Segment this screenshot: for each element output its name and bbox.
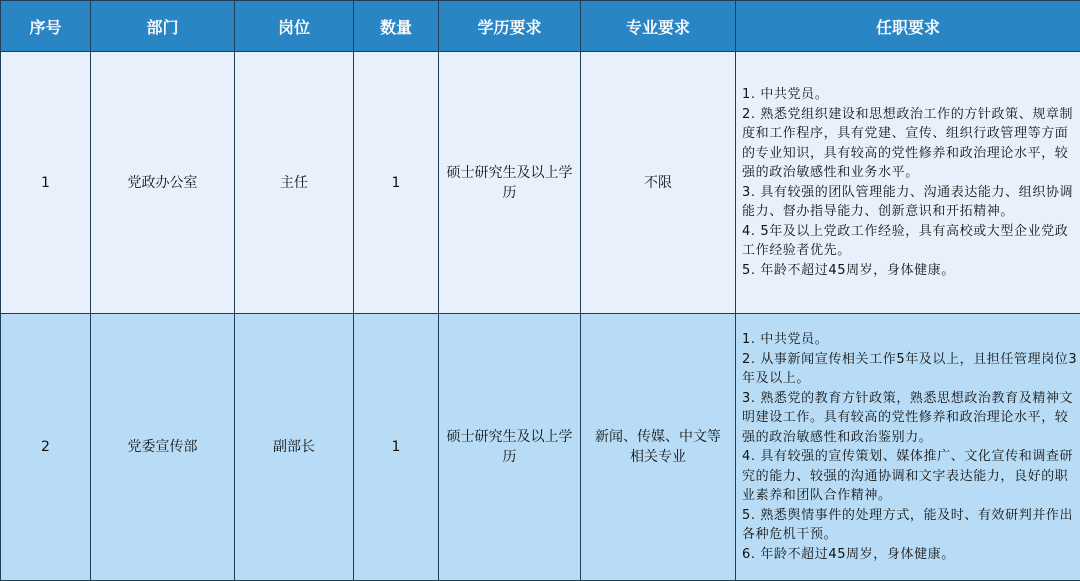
requirement-item: 4. 具有较强的宣传策划、媒体推广、文化宣传和调查研究的能力、较强的沟通协调和文字表达能力，良好的职业素养和团队合作精神。 bbox=[742, 447, 1078, 506]
requirement-item: 2. 熟悉党组织建设和思想政治工作的方针政策、规章制度和工作程序，具有党建、宣传、组织行政管理等方面的专业知识，具有较高的党性修养和政治理论水平，较强的政治敏感性和业务水平。 bbox=[742, 105, 1078, 183]
cell-no: 2 bbox=[1, 314, 91, 581]
requirement-item: 5. 年龄不超过45周岁，身体健康。 bbox=[742, 261, 1078, 281]
major-text: 不限 bbox=[644, 173, 672, 193]
cell-no: 1 bbox=[1, 52, 91, 314]
header-department: 部门 bbox=[91, 1, 235, 52]
cell-requirements bbox=[736, 52, 1080, 314]
education-text: 硕士研究生及以上学历 bbox=[445, 163, 574, 203]
cell-requirements bbox=[736, 314, 1080, 581]
requirement-item: 1. 中共党员。 bbox=[742, 330, 1078, 350]
cell-quantity: 1 bbox=[354, 314, 439, 581]
table-header-row bbox=[1, 1, 1080, 52]
cell-position: 副部长 bbox=[235, 314, 354, 581]
cell-education bbox=[439, 52, 581, 314]
requirement-item: 6. 年龄不超过45周岁，身体健康。 bbox=[742, 545, 1078, 565]
requirement-item: 3. 熟悉党的教育方针政策，熟悉思想政治教育及精神文明建设工作。具有较高的党性修养和政治理论水平，较强的政治敏感性和政治鉴别力。 bbox=[742, 389, 1078, 448]
requirement-item: 4. 5年及以上党政工作经验，具有高校或大型企业党政工作经验者优先。 bbox=[742, 222, 1078, 261]
cell-position: 主任 bbox=[235, 52, 354, 314]
cell-major bbox=[581, 52, 736, 314]
cell-quantity: 1 bbox=[354, 52, 439, 314]
cell-department: 党委宣传部 bbox=[91, 314, 235, 581]
requirement-item: 3. 具有较强的团队管理能力、沟通表达能力、组织协调能力、督办指导能力、创新意识和开拓精神。 bbox=[742, 183, 1078, 222]
header-requirements: 任职要求 bbox=[736, 1, 1080, 52]
header-position: 岗位 bbox=[235, 1, 354, 52]
table-row bbox=[1, 314, 1080, 581]
cell-department: 党政办公室 bbox=[91, 52, 235, 314]
cell-education bbox=[439, 314, 581, 581]
table-row bbox=[1, 52, 1080, 314]
header-no: 序号 bbox=[1, 1, 91, 52]
header-quantity: 数量 bbox=[354, 1, 439, 52]
header-major: 专业要求 bbox=[581, 1, 736, 52]
cell-major bbox=[581, 314, 736, 581]
requirement-item: 2. 从事新闻宣传相关工作5年及以上，且担任管理岗位3年及以上。 bbox=[742, 350, 1078, 389]
requirement-item: 1. 中共党员。 bbox=[742, 85, 1078, 105]
education-text: 硕士研究生及以上学历 bbox=[445, 427, 574, 467]
header-education: 学历要求 bbox=[439, 1, 581, 52]
major-text: 新闻、传媒、中文等相关专业 bbox=[593, 427, 723, 467]
requirement-item: 5. 熟悉舆情事件的处理方式，能及时、有效研判并作出各种危机干预。 bbox=[742, 506, 1078, 545]
